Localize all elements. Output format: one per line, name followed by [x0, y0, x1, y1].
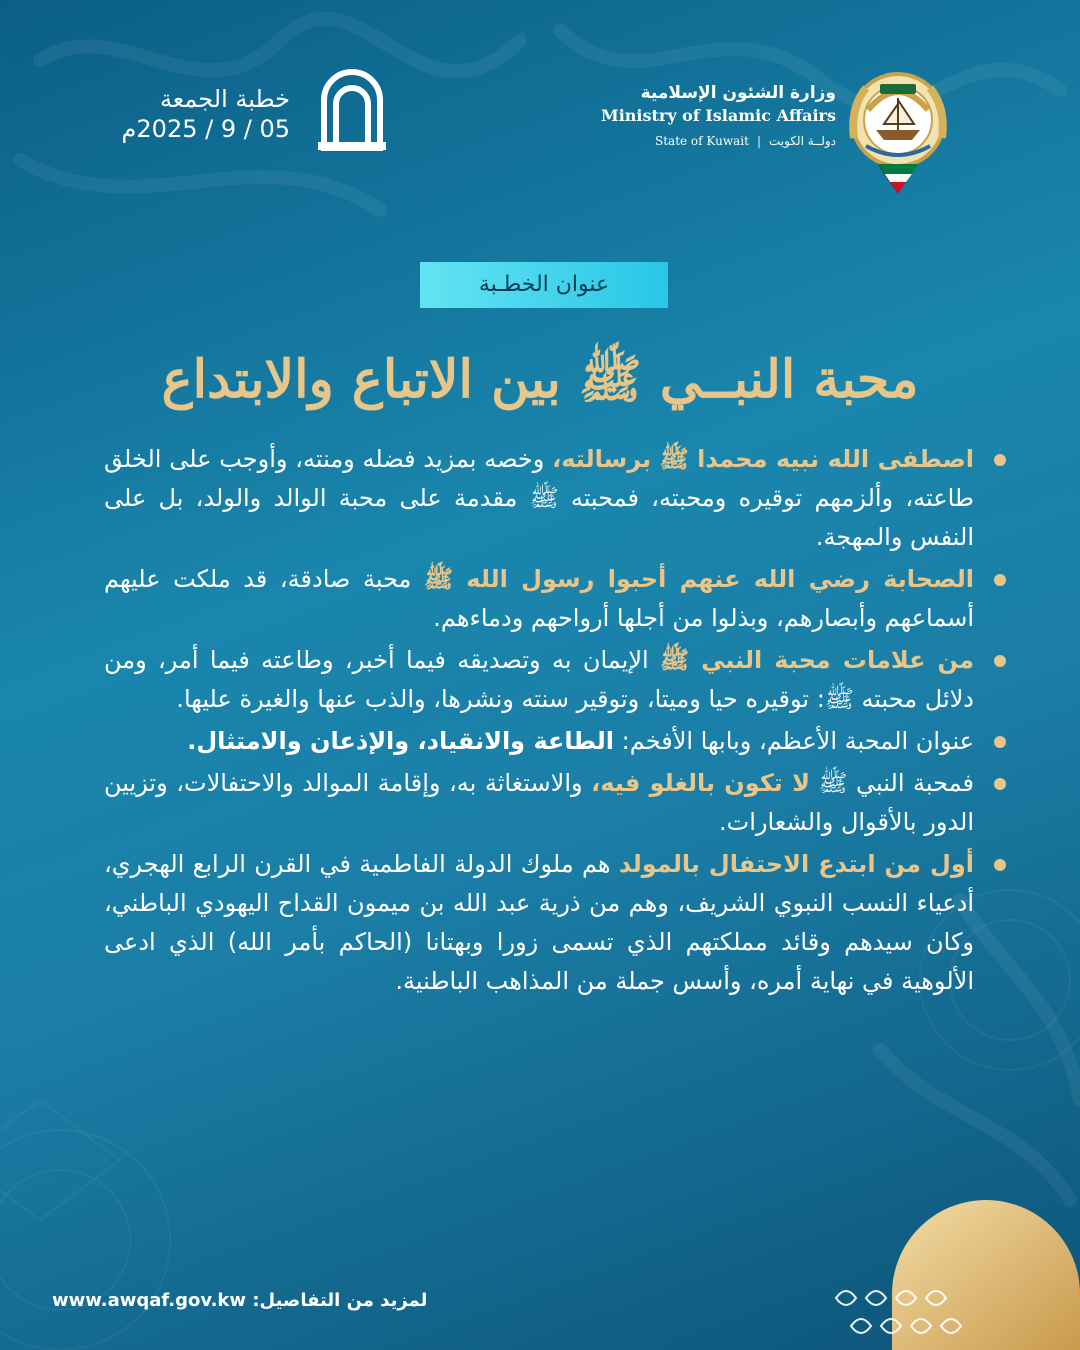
list-item	[104, 722, 1010, 761]
item-text: الإيمان به وتصديقه فيما أخبر، وطاعته فيما أمر، ومن دلائل محبته ﷺ: توقيره حيا وميتا، وتوقير سنته ونشرها، والذب عنها والغيرة عليها.	[104, 646, 974, 713]
list-item	[104, 641, 1010, 719]
item-text: محبة صادقة، قد ملكت عليهم أسماعهم وأبصارهم، وبذلوا من أجلها أرواحهم ودماءهم.	[104, 565, 974, 632]
item-text: هم ملوك الدولة الفاطمية في القرن الرابع الهجري، أدعياء النسب النبوي الشريف، وهم من ذرية عبد الله بن ميمون القداح اليهودي الباطني، وكان سيدهم وقائد مملكتهم الذي تسمى زورا وبهتانا (الحاكم بأمر الله) الذي ادعى الألوهية في نهاية أمره، وأسس جملة من المذاهب الباطنية.	[104, 850, 974, 995]
bullet-icon	[994, 778, 1006, 790]
item-highlight: لا تكون بالغلو فيه،	[591, 769, 810, 797]
item-highlight: أول من ابتدع الاحتفال بالمولد	[618, 850, 974, 878]
footer-label: لمزيد من التفاصيل:	[252, 1290, 428, 1311]
bullet-icon	[994, 655, 1006, 667]
kuwait-emblem-icon	[846, 68, 950, 198]
ministry-name-en: Ministry of Islamic Affairs	[600, 106, 836, 125]
list-item	[104, 560, 1010, 638]
sermon-points	[104, 440, 1010, 1004]
sermon-date: 05 / 9 / 2025م	[121, 115, 290, 143]
bullet-icon	[994, 454, 1006, 466]
ministry-block	[576, 82, 836, 154]
sermon-title-badge: عنوان الخطـبة	[420, 262, 668, 308]
lattice-decoration	[826, 1278, 996, 1350]
list-item	[104, 440, 1010, 557]
state-line	[576, 128, 836, 154]
ministry-name-ar: وزارة الشئون الإسلامية	[640, 83, 836, 103]
list-item	[104, 764, 1010, 842]
item-text: فمحبة النبي ﷺ	[809, 769, 975, 797]
item-highlight: اصطفى الله نبيه محمدا ﷺ برسالته،	[552, 445, 974, 473]
item-text: وخصه بمزيد فضله ومنته، وأوجب على الخلق طاعته، وألزمهم توقيره ومحبته، فمحبته ﷺ مقدمة على محبة الوالد والولد، بل على النفس والمهجة.	[104, 445, 974, 551]
item-highlight: الصحابة رضي الله عنهم أحبوا رسول الله ﷺ	[423, 565, 974, 593]
state-name-en: State of Kuwait	[655, 134, 749, 148]
mihrab-arch-icon	[318, 68, 386, 152]
bullet-icon	[994, 736, 1006, 748]
state-name-ar: دولــة الكويت	[768, 134, 836, 148]
item-text: عنوان المحبة الأعظم، وبابها الأفخم:	[614, 727, 974, 755]
footer-link[interactable]	[52, 1290, 472, 1311]
bullet-icon	[994, 859, 1006, 871]
header	[0, 60, 1080, 200]
state-separator: |	[756, 134, 761, 148]
item-strong: الطاعة والانقياد، والإذعان والامتثال.	[187, 727, 615, 755]
list-item	[104, 845, 1010, 1001]
bullet-icon	[994, 574, 1006, 586]
website-url[interactable]: www.awqaf.gov.kw	[52, 1290, 247, 1311]
sermon-label: خطبة الجمعة	[159, 85, 290, 113]
item-highlight: من علامات محبة النبي ﷺ	[660, 646, 974, 674]
item-text: والاستغاثة به، وإقامة الموالد والاحتفالات، وتزيين الدور بالأقوال والشعارات.	[104, 769, 974, 836]
sermon-info	[100, 84, 290, 144]
page-title: محبة النبــي ﷺ بين الاتباع والابتداع	[161, 349, 919, 410]
